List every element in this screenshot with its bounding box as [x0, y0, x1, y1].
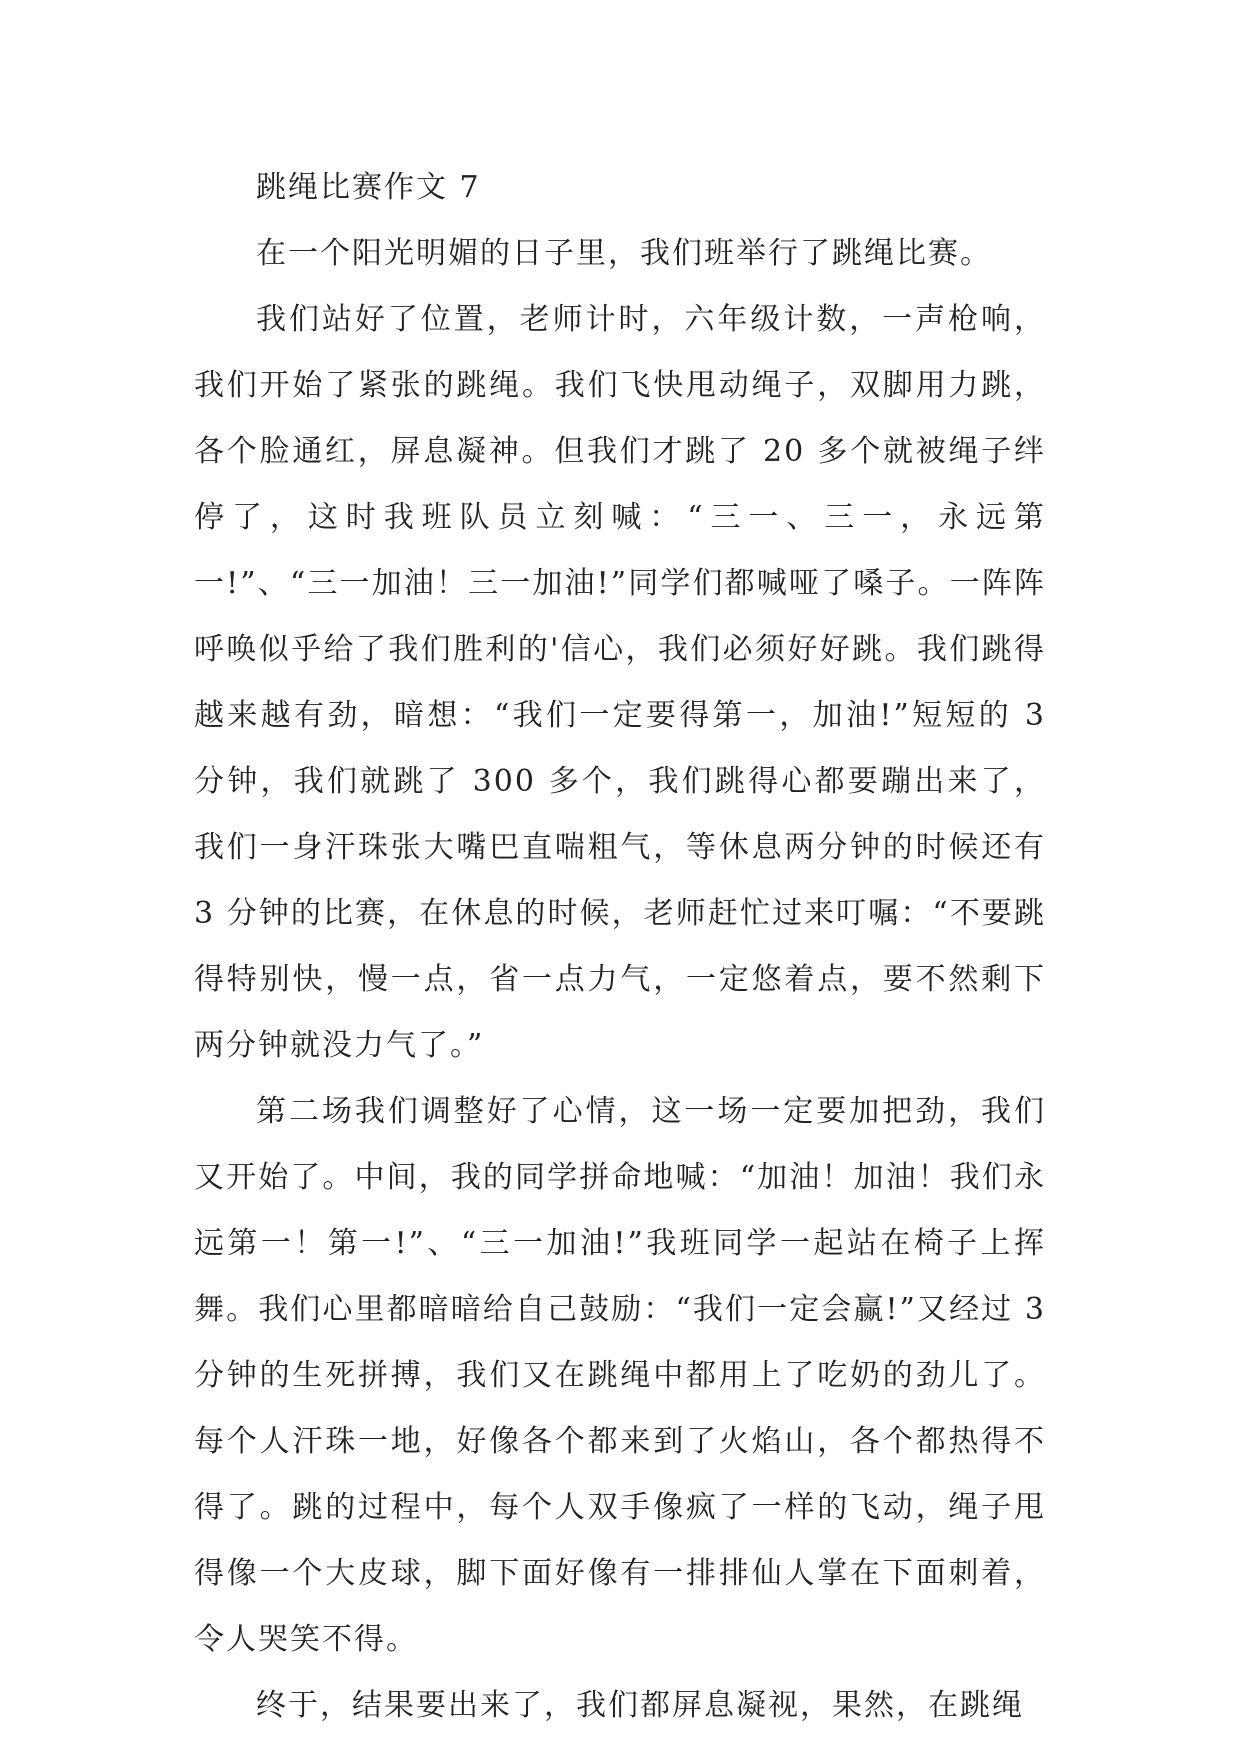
paragraph-1: 在一个阳光明媚的日子里，我们班举行了跳绳比赛。 — [256, 236, 992, 271]
paragraph-4: 终于，结果要出来了，我们都屏息凝视，果然，在跳绳 — [256, 1688, 1024, 1723]
paragraph-3: 第二场我们调整好了心情，这一场一定要加把劲，我们又开始了。中间，我的同学拼命地喊：“加油！加油！我们永远第一！第一!”、“三一加油!”我班同学一起站在椅子上挥舞。我们心里都暗暗给自己鼓励：“我们一定会赢!”又经过 3 分钟的生死拼搏，我们又在跳绳中都用上了吃奶的劲儿了。每个人汗珠一地，好像各个都来到了火焰山，各个都热得不得了。跳的过程中，每个人双手像疯了一样的飞动，绳子甩得像一个大皮球，脚下面好像有一排排仙人掌在下面刺着，令人哭笑不得。 — [194, 1094, 1046, 1657]
document-title: 跳绳比赛作文 7 — [256, 170, 481, 205]
document-body — [194, 155, 1046, 1739]
paragraph-2: 我们站好了位置，老师计时，六年级计数，一声枪响，我们开始了紧张的跳绳。我们飞快甩动绳子，双脚用力跳，各个脸通红，屏息凝神。但我们才跳了 20 多个就被绳子绊停了，这时我班队员立刻喊：“三一、三一，永远第一!”、“三一加油！三一加油!”同学们都喊哑了嗓子。一阵阵呼唤似乎给了我们胜利的'信心，我们必须好好跳。我们跳得越来越有劲，暗想：“我们一定要得第一，加油!”短短的 3 分钟，我们就跳了 300 多个，我们跳得心都要蹦出来了，我们一身汗珠张大嘴巴直喘粗气，等休息两分钟的时候还有 3 分钟的比赛，在休息的时候，老师赶忙过来叮嘱：“不要跳得特别快，慢一点，省一点力气，一定悠着点，要不然剩下两分钟就没力气了。” — [194, 302, 1046, 1063]
